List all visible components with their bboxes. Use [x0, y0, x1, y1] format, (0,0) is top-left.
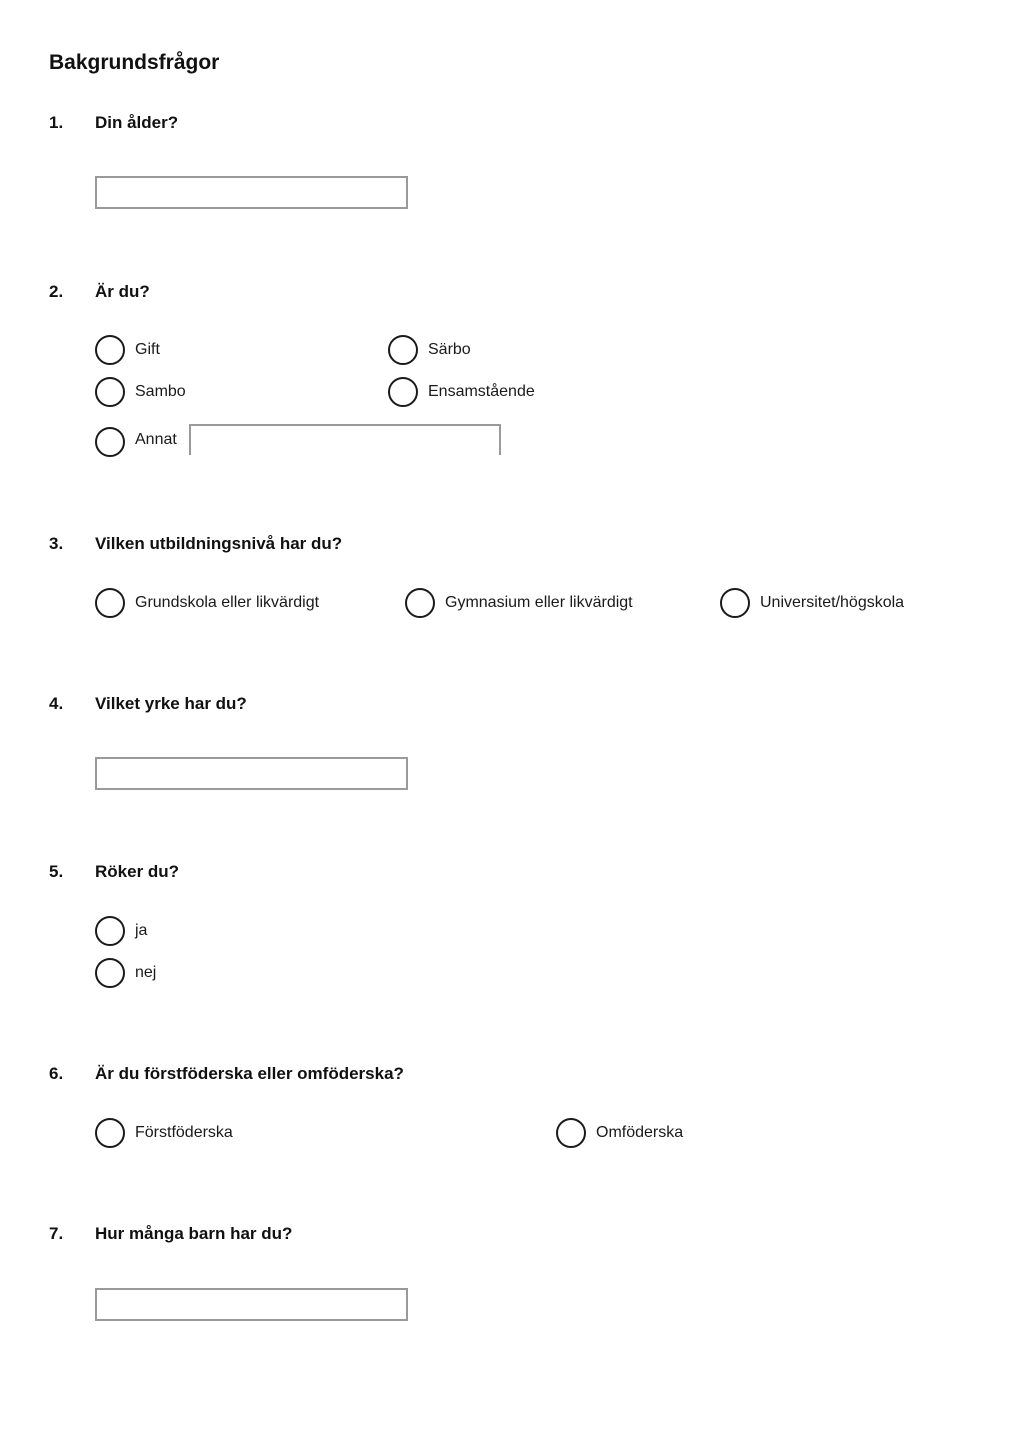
children-count-input[interactable] — [95, 1288, 408, 1321]
question-text: Röker du? — [95, 862, 180, 881]
question-number: 2. — [49, 282, 64, 301]
radio-label-nej: nej — [135, 964, 157, 981]
radio-label-omfoderska: Omföderska — [596, 1124, 684, 1141]
radio-label-annat: Annat — [135, 431, 177, 448]
question-text: Är du? — [95, 282, 150, 301]
radio-label-gift: Gift — [135, 341, 160, 358]
radio-nej[interactable] — [95, 958, 125, 988]
radio-forstfoderska[interactable] — [95, 1118, 125, 1148]
question-number: 4. — [49, 694, 64, 713]
radio-ensamstaende[interactable] — [388, 377, 418, 407]
question-number: 6. — [49, 1064, 64, 1083]
question-number: 1. — [49, 113, 64, 132]
age-input[interactable] — [95, 176, 408, 209]
radio-omfoderska[interactable] — [556, 1118, 586, 1148]
radio-label-forstfoderska: Förstföderska — [135, 1124, 233, 1141]
radio-universitet[interactable] — [720, 588, 750, 618]
question-text: Din ålder? — [95, 113, 179, 132]
radio-label-ensamstaende: Ensamstående — [428, 383, 535, 400]
radio-gymnasium[interactable] — [405, 588, 435, 618]
question-number: 3. — [49, 534, 64, 553]
annat-input[interactable] — [189, 424, 501, 455]
radio-gift[interactable] — [95, 335, 125, 365]
radio-label-universitet: Universitet/högskola — [760, 594, 905, 611]
radio-annat[interactable] — [95, 427, 125, 457]
radio-label-ja: ja — [135, 922, 148, 939]
occupation-input[interactable] — [95, 757, 408, 790]
radio-label-gymnasium: Gymnasium eller likvärdigt — [445, 594, 633, 611]
question-text: Hur många barn har du? — [95, 1224, 293, 1243]
radio-label-sambo: Sambo — [135, 383, 186, 400]
question-text: Vilket yrke har du? — [95, 694, 247, 713]
radio-sambo[interactable] — [95, 377, 125, 407]
radio-ja[interactable] — [95, 916, 125, 946]
radio-grundskola[interactable] — [95, 588, 125, 618]
question-number: 5. — [49, 862, 64, 881]
radio-sarbo[interactable] — [388, 335, 418, 365]
question-text: Är du förstföderska eller omföderska? — [95, 1064, 404, 1083]
radio-label-grundskola: Grundskola eller likvärdigt — [135, 594, 320, 611]
page-title: Bakgrundsfrågor — [49, 51, 220, 74]
question-number: 7. — [49, 1224, 64, 1243]
question-text: Vilken utbildningsnivå har du? — [95, 534, 343, 553]
radio-label-sarbo: Särbo — [428, 341, 471, 358]
